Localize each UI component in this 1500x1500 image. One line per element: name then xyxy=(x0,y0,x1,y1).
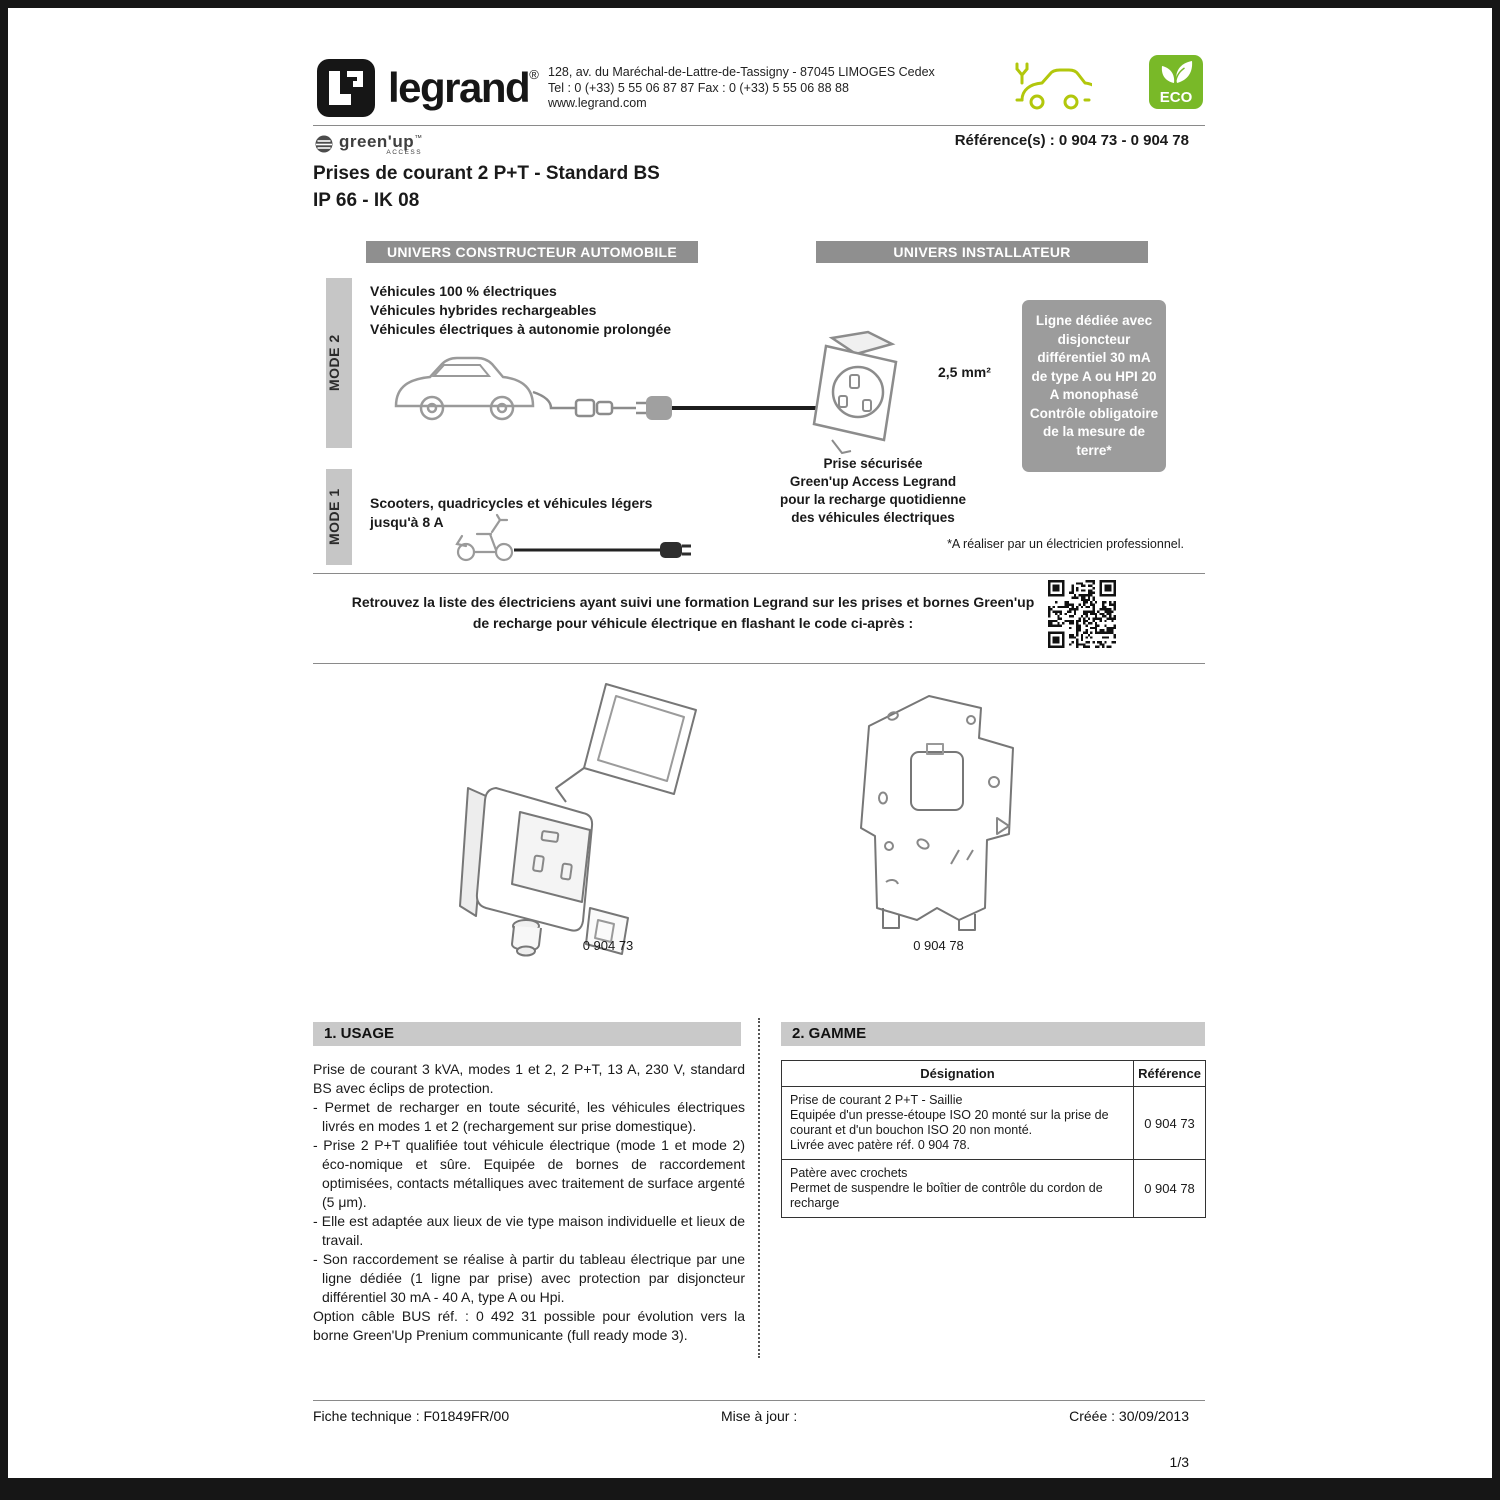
divider-qr-top xyxy=(313,573,1205,574)
document-title xyxy=(313,160,660,214)
col-header-designation: Désignation xyxy=(782,1061,1134,1087)
electrician-footnote: *A réaliser par un électricien professionnel. xyxy=(947,537,1184,551)
mode2-line-3: Véhicules électriques à autonomie prolongée xyxy=(370,321,672,337)
dedicated-line-info-box: Ligne dédiée avec disjoncteur différentiel 30 mA de type A ou HPI 20 A monophasé Contrôle obligatoire de la mesure de terre* xyxy=(1022,300,1166,472)
mode2-line-2: Véhicules hybrides rechargeables xyxy=(370,302,597,318)
reference-cell: 0 904 73 xyxy=(1134,1087,1206,1160)
qr-caption-line-2: de recharge pour véhicule électrique en flashant le code ci-après : xyxy=(472,615,914,631)
usage-section-header: 1. USAGE xyxy=(313,1022,741,1046)
mode2-diagram xyxy=(380,330,945,460)
mode1-diagram xyxy=(448,510,728,570)
footer-mise-a-jour: Mise à jour : xyxy=(721,1408,798,1424)
product-socket-drawing xyxy=(438,670,778,975)
designation-line: Livrée avec patère réf. 0 904 78. xyxy=(790,1138,970,1152)
eco-label: ECO xyxy=(1159,89,1193,106)
title-line-1: Prises de courant 2 P+T - Standard BS xyxy=(313,163,660,184)
socket-drawing xyxy=(814,332,896,453)
legrand-logo-icon xyxy=(316,58,376,118)
mode1-line-1: Scooters, quadricycles et véhicules légers xyxy=(370,495,653,511)
designation-line: Prise de courant 2 P+T - Saillie xyxy=(790,1093,963,1107)
prise-caption-line-3: pour la recharge quotidienne xyxy=(779,492,967,507)
header-divider xyxy=(313,125,1205,126)
page-bottom-bar xyxy=(8,1478,1492,1492)
qr-code-icon xyxy=(1048,580,1116,653)
references: Référence(s) : 0 904 73 - 0 904 78 xyxy=(954,132,1189,149)
mode1-plug-drawing xyxy=(660,542,691,558)
usage-paragraph: Option câble BUS réf. : 0 492 31 possible pour évolution vers la borne Green'Up Prenium communicante (full ready mode 3). xyxy=(313,1308,745,1343)
greenup-name: green'up xyxy=(339,132,415,151)
address-line-2: Tel : 0 (+33) 5 55 06 87 87 Fax : 0 (+33) 5 55 06 88 88 xyxy=(548,80,849,95)
usage-paragraph: Prise de courant 3 kVA, modes 1 et 2, 2 P+T, 13 A, 230 V, standard BS avec éclips de protection. xyxy=(313,1061,745,1096)
product2-reference-label: 0 904 78 xyxy=(913,938,964,953)
qr-caption-line-1: Retrouvez la liste des électriciens ayant suivi une formation Legrand sur les prises et bornes Green'up xyxy=(351,594,1035,610)
prise-caption xyxy=(766,455,980,527)
divider-qr-bottom xyxy=(313,663,1205,664)
mode1-bar: MODE 1 xyxy=(326,469,352,565)
product-plate-drawing xyxy=(831,686,1046,956)
qr-caption xyxy=(348,592,1038,634)
usage-body xyxy=(313,1060,745,1345)
car-drawing xyxy=(396,358,533,419)
title-line-2: IP 66 - IK 08 xyxy=(313,190,420,211)
col-header-reference: Référence xyxy=(1134,1061,1206,1087)
greenup-trademark: ™ xyxy=(414,133,423,143)
univers-auto-header: UNIVERS CONSTRUCTEUR AUTOMOBILE xyxy=(366,241,698,263)
footer-created-date: Créée : 30/09/2013 xyxy=(1069,1408,1189,1424)
address-line-1: 128, av. du Maréchal-de-Lattre-de-Tassigny - 87045 LIMOGES Cedex xyxy=(548,65,935,79)
greenup-access-label: ACCESS xyxy=(386,149,423,156)
section-divider-dotted xyxy=(758,1018,760,1358)
ev-car-icon xyxy=(1008,60,1092,123)
prise-caption-line-4: des véhicules électriques xyxy=(791,510,955,525)
designation-line: Equipée d'un presse-étoupe ISO 20 monté sur la prise de courant et d'un bouchon ISO 20 non monté. xyxy=(790,1108,1109,1137)
cable-spec-label: 2,5 mm² xyxy=(938,364,991,380)
website-link[interactable]: www.legrand.com xyxy=(548,96,647,110)
reference-cell: 0 904 78 xyxy=(1134,1160,1206,1218)
table-header-row xyxy=(782,1061,1206,1087)
designation-cell xyxy=(782,1160,1134,1218)
plug-drawing xyxy=(636,396,672,420)
usage-paragraph: - Son raccordement se réalise à partir du tableau électrique par une ligne dédiée (1 ligne par prise) avec protection par disjoncteur différentiel 30 mA - 40 A, type A ou Hpi. xyxy=(313,1251,745,1305)
eco-icon xyxy=(1149,55,1203,114)
scooter-drawing xyxy=(457,515,512,560)
brand-registered-mark: ® xyxy=(529,67,539,82)
designation-cell xyxy=(782,1087,1134,1160)
greenup-logo xyxy=(314,132,422,156)
designation-line: Permet de suspendre le boîtier de contrôle du cordon de recharge xyxy=(790,1181,1103,1210)
usage-paragraph: - Permet de recharger en toute sécurité, les véhicules électriques livrés en modes 1 et 2 (rechargement sur prise domestique). xyxy=(313,1099,745,1134)
company-address xyxy=(548,65,935,112)
product1-reference-label: 0 904 73 xyxy=(582,938,634,953)
usage-paragraph: - Prise 2 P+T qualifiée tout véhicule électrique (mode 1 et mode 2) éco-nomique et sûre. Equipée de bornes de raccordement optimisées, contacts métalliques avec traitement de surface argenté (5 μm). xyxy=(313,1137,745,1210)
designation-line: Patère avec crochets xyxy=(790,1166,908,1180)
greenup-globe-icon xyxy=(314,134,334,154)
usage-paragraph: - Elle est adaptée aux lieux de vie type maison individuelle et lieux de travail. xyxy=(313,1213,745,1248)
gamme-table xyxy=(781,1060,1206,1218)
prise-caption-line-1: Prise sécurisée xyxy=(823,456,923,471)
page-number: 1/3 xyxy=(1169,1454,1189,1470)
cable-drawing xyxy=(533,392,636,416)
table-row xyxy=(782,1087,1206,1160)
univers-installateur-header: UNIVERS INSTALLATEUR xyxy=(816,241,1148,263)
brand-name: legrand xyxy=(388,64,530,111)
gamme-section-header: 2. GAMME xyxy=(781,1022,1205,1046)
table-row xyxy=(782,1160,1206,1218)
mode2-bar: MODE 2 xyxy=(326,278,352,448)
footer-fiche-technique: Fiche technique : F01849FR/00 xyxy=(313,1408,510,1424)
mode2-line-1: Véhicules 100 % électriques xyxy=(370,283,557,299)
legrand-logo xyxy=(316,58,539,118)
footer-divider xyxy=(313,1400,1205,1401)
prise-caption-line-2: Green'up Access Legrand xyxy=(789,474,957,489)
mode1-line-2: jusqu'à 8 A xyxy=(370,514,444,530)
